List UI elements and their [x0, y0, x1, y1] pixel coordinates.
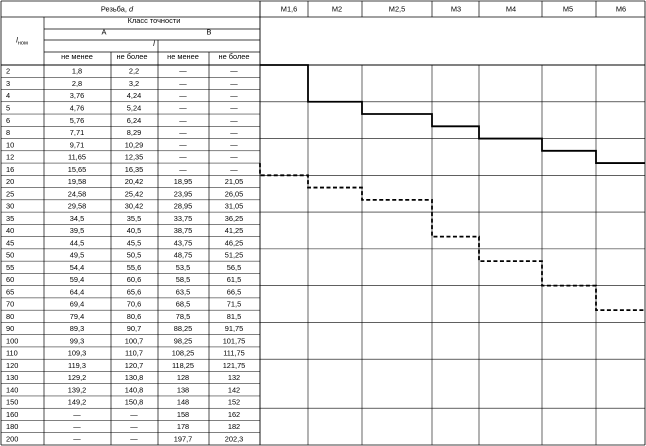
- b-min-cell: 197,7: [173, 434, 193, 444]
- a-min-cell: 129,2: [67, 373, 87, 383]
- l-nom-cell: 120: [6, 360, 19, 370]
- b-max-cell: —: [230, 164, 238, 174]
- a-max-cell: 65,6: [126, 287, 142, 297]
- l-nom-cell: 70: [6, 299, 15, 309]
- a-max-cell: 55,6: [126, 262, 142, 272]
- b-max-cell: 152: [227, 397, 241, 407]
- a-max-cell: 6,24: [126, 115, 142, 125]
- l-nom-cell: 2: [6, 66, 11, 76]
- b-max-cell: 41,25: [224, 226, 244, 236]
- b-min-cell: 18,95: [173, 177, 193, 187]
- b-max-cell: 46,25: [224, 238, 244, 248]
- b-max-cell: 21,05: [224, 177, 244, 187]
- dashed-step-line: [260, 163, 645, 310]
- b-max-cell: —: [230, 78, 238, 88]
- a-min-cell: 54,4: [69, 262, 85, 272]
- a-max-cell: 2,2: [128, 66, 140, 76]
- a-max-cell: 45,5: [126, 238, 142, 248]
- a-max-cell: 3,2: [128, 78, 140, 88]
- l-nom-cell: 200: [6, 434, 19, 444]
- l-nom-header: $l_{ном}$: [16, 35, 28, 47]
- a-min-cell: 59,4: [69, 275, 85, 285]
- a-max-cell: 90,7: [126, 324, 142, 334]
- a-max-cell: 16,35: [124, 164, 144, 174]
- a-max-cell: 100,7: [124, 336, 144, 346]
- a-max-header: не более: [116, 52, 148, 61]
- b-max-cell: 121,75: [222, 360, 246, 370]
- size-m6: M6: [615, 4, 627, 14]
- a-min-cell: 24,58: [67, 189, 87, 199]
- b-max-cell: 111,75: [223, 348, 245, 358]
- l-nom-cell: 150: [6, 397, 19, 407]
- a-max-cell: 30,42: [124, 201, 144, 211]
- a-min-cell: 15,65: [67, 164, 87, 174]
- l-nom-cell: 60: [6, 275, 15, 285]
- b-min-cell: —: [179, 115, 187, 125]
- b-max-cell: 56,5: [226, 262, 242, 272]
- b-min-cell: —: [179, 103, 187, 113]
- l-nom-cell: 80: [6, 311, 15, 321]
- b-min-cell: —: [179, 91, 187, 101]
- a-max-cell: —: [130, 422, 138, 432]
- b-min-cell: 38,75: [173, 226, 193, 236]
- a-min-cell: —: [73, 409, 81, 419]
- a-min-cell: 4,76: [69, 103, 85, 113]
- b-min-cell: 43,75: [173, 238, 193, 248]
- b-min-cell: 118,25: [171, 360, 195, 370]
- b-max-cell: 71,5: [226, 299, 242, 309]
- size-m2-5: M2,5: [388, 4, 406, 14]
- a-min-cell: 1,8: [71, 66, 83, 76]
- a-min-cell: 109,3: [67, 348, 87, 358]
- l-nom-cell: 140: [6, 385, 19, 395]
- a-min-cell: 11,65: [68, 152, 86, 162]
- b-min-cell: 148: [176, 397, 190, 407]
- b-min-cell: 98,25: [173, 336, 193, 346]
- a-min-cell: 2,8: [71, 78, 83, 88]
- a-max-cell: 25,42: [124, 189, 144, 199]
- l-nom-cell: 180: [6, 422, 19, 432]
- b-min-cell: 28,95: [173, 201, 193, 211]
- l-nom-cell: 5: [6, 103, 11, 113]
- b-max-cell: 162: [227, 409, 241, 419]
- b-min-header: не менее: [167, 52, 199, 61]
- l-nom-cell: 110: [6, 348, 18, 358]
- b-max-cell: 31,05: [224, 201, 244, 211]
- solid-step-line: [260, 65, 645, 163]
- b-max-cell: 132: [227, 373, 241, 383]
- b-max-cell: —: [230, 140, 238, 150]
- l-nom-cell: 45: [6, 238, 15, 248]
- a-min-cell: 79,4: [69, 311, 85, 321]
- b-min-cell: 108,25: [171, 348, 195, 358]
- a-max-cell: 140,8: [124, 385, 144, 395]
- a-min-cell: 19,58: [67, 177, 87, 187]
- b-max-cell: 91,75: [224, 324, 244, 334]
- l-nom-cell: 12: [6, 152, 15, 162]
- b-min-cell: 138: [176, 385, 190, 395]
- b-min-cell: —: [179, 152, 187, 162]
- b-min-cell: —: [179, 128, 187, 138]
- b-max-header: не более: [218, 52, 250, 61]
- a-max-cell: 110,7: [125, 348, 143, 358]
- a-min-cell: 69,4: [69, 299, 85, 309]
- size-m1-6: M1,6: [280, 4, 298, 14]
- a-min-cell: 7,71: [69, 128, 85, 138]
- b-min-cell: 88,25: [173, 324, 193, 334]
- b-max-cell: 182: [227, 422, 241, 432]
- a-min-cell: 5,76: [69, 115, 85, 125]
- l-nom-cell: 55: [6, 262, 15, 272]
- b-max-cell: —: [230, 128, 238, 138]
- l-nom-cell: 50: [6, 250, 15, 260]
- b-max-cell: 101,75: [222, 336, 246, 346]
- l-nom-cell: 10: [6, 140, 15, 150]
- a-min-cell: 39,5: [69, 226, 85, 236]
- a-max-cell: 60,6: [126, 275, 142, 285]
- b-min-cell: 63,5: [175, 287, 191, 297]
- a-max-cell: —: [130, 409, 138, 419]
- l-nom-cell: 35: [6, 213, 15, 223]
- l-nom-cell: 90: [6, 324, 15, 334]
- b-min-cell: 158: [176, 409, 190, 419]
- b-min-cell: 58,5: [175, 275, 191, 285]
- l-nom-cell: 6: [6, 115, 11, 125]
- b-max-cell: —: [230, 66, 238, 76]
- a-max-cell: 80,6: [126, 311, 142, 321]
- a-min-cell: —: [73, 434, 81, 444]
- a-min-cell: 119,3: [68, 360, 86, 370]
- size-m3: M3: [450, 4, 462, 14]
- b-min-cell: 53,5: [175, 262, 191, 272]
- class-a-header: A: [101, 27, 107, 37]
- l-nom-cell: 3: [6, 78, 11, 88]
- a-min-cell: 99,3: [69, 336, 85, 346]
- b-max-cell: —: [230, 152, 238, 162]
- a-max-cell: 50,5: [126, 250, 142, 260]
- a-max-cell: 8,29: [126, 128, 142, 138]
- b-max-cell: 142: [227, 385, 241, 395]
- a-min-cell: 9,71: [69, 140, 85, 150]
- a-max-cell: 5,24: [126, 103, 142, 113]
- l-nom-cell: 4: [6, 91, 11, 101]
- b-min-cell: 178: [176, 422, 190, 432]
- b-max-cell: —: [230, 91, 238, 101]
- a-min-cell: 34,5: [69, 213, 85, 223]
- a-max-cell: 10,29: [124, 140, 144, 150]
- size-m5: M5: [562, 4, 574, 14]
- a-min-cell: 89,3: [69, 324, 85, 334]
- a-min-cell: 64,4: [69, 287, 85, 297]
- l-nom-cell: 20: [6, 177, 15, 187]
- b-min-cell: 23,95: [173, 189, 193, 199]
- a-min-cell: 44,5: [69, 238, 85, 248]
- a-min-header: не менее: [61, 52, 93, 61]
- table-body: [6, 67, 245, 444]
- l-nom-cell: 40: [6, 226, 15, 236]
- b-min-cell: 68,5: [175, 299, 191, 309]
- l-nom-cell: 130: [6, 373, 19, 383]
- b-max-cell: —: [230, 103, 238, 113]
- l-nom-cell: 16: [6, 164, 15, 174]
- b-min-cell: —: [179, 78, 187, 88]
- a-min-cell: 49,5: [69, 250, 85, 260]
- a-max-cell: 130,8: [124, 373, 144, 383]
- l-nom-cell: 8: [6, 128, 11, 138]
- a-min-cell: 3,76: [69, 91, 85, 101]
- b-min-cell: —: [179, 140, 187, 150]
- a-max-cell: 35,5: [126, 213, 142, 223]
- l-nom-cell: 25: [6, 189, 15, 199]
- b-min-cell: 128: [176, 373, 190, 383]
- l-nom-cell: 30: [6, 201, 15, 211]
- a-max-cell: 120,7: [124, 360, 144, 370]
- a-min-cell: 139,2: [67, 385, 87, 395]
- l-column-header: l: [153, 39, 155, 48]
- l-nom-cell: 100: [6, 336, 19, 346]
- a-min-cell: 29,58: [67, 201, 87, 211]
- a-max-cell: 70,6: [126, 299, 142, 309]
- b-min-cell: 33,75: [173, 213, 193, 223]
- a-max-cell: 4,24: [126, 91, 142, 101]
- a-min-cell: 149,2: [67, 397, 87, 407]
- grid-lines: [1, 1, 645, 445]
- a-max-cell: 150,8: [124, 397, 144, 407]
- b-max-cell: 61,5: [226, 275, 242, 285]
- a-min-cell: —: [73, 422, 81, 432]
- b-max-cell: 66,5: [226, 287, 242, 297]
- a-max-cell: 20,42: [124, 177, 144, 187]
- accuracy-class-header: Класс точности: [127, 16, 181, 25]
- l-nom-cell: 65: [6, 287, 15, 297]
- b-max-cell: —: [230, 115, 238, 125]
- a-max-cell: 40,5: [126, 226, 142, 236]
- b-min-cell: 48,75: [173, 250, 193, 260]
- thread-header: Резьба, d: [100, 4, 134, 14]
- b-min-cell: —: [179, 66, 187, 76]
- b-max-cell: 202,3: [224, 434, 244, 444]
- a-max-cell: —: [130, 434, 138, 444]
- b-min-cell: —: [179, 164, 187, 174]
- class-b-header: B: [206, 27, 212, 37]
- b-max-cell: 51,25: [224, 250, 244, 260]
- size-m4: M4: [505, 4, 517, 14]
- a-max-cell: 12,35: [124, 152, 144, 162]
- b-max-cell: 26,05: [224, 189, 244, 199]
- b-max-cell: 36,25: [224, 213, 244, 223]
- b-max-cell: 81,5: [226, 311, 242, 321]
- size-m2: M2: [331, 4, 343, 14]
- l-nom-cell: 160: [6, 409, 19, 419]
- b-min-cell: 78,5: [175, 311, 191, 321]
